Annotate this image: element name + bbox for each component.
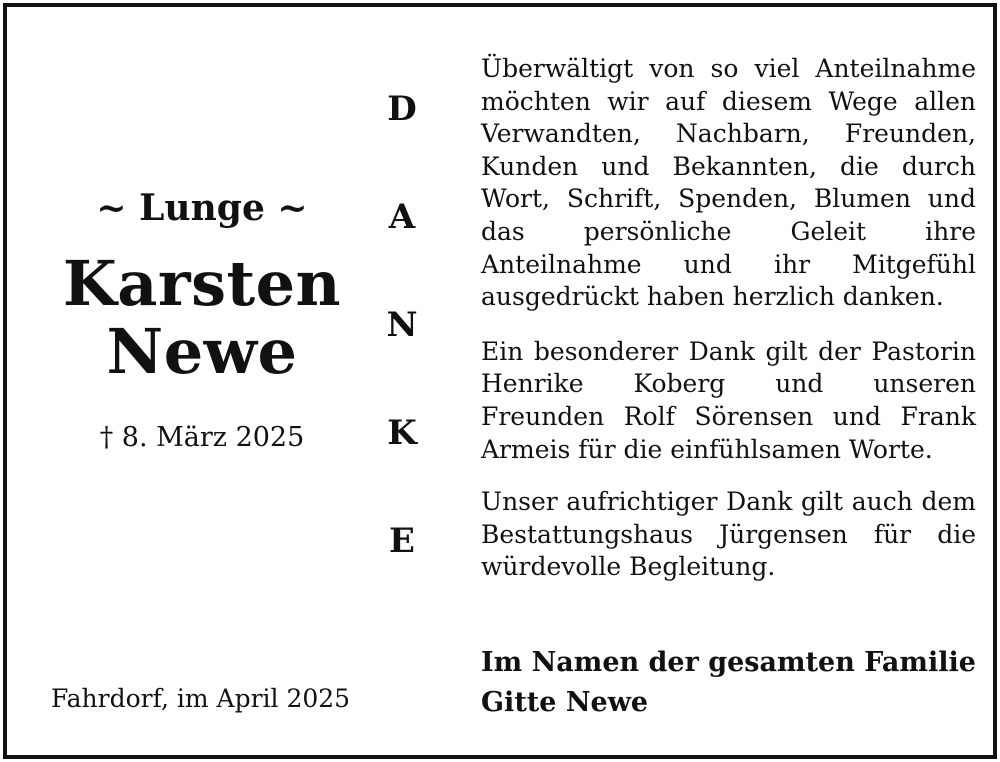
danke-letter: N (386, 305, 418, 345)
death-date: † 8. März 2025 (99, 422, 305, 453)
signature-name: Gitte Newe (481, 687, 649, 718)
thanks-paragraph: Ein besonderer Dank gilt der Pastorin Henrike Koberg und unseren Freunden Rolf Sörensen und Frank Armeis für die einfühlsamen Worte. (481, 336, 976, 464)
thanks-paragraph: Unser aufrichtiger Dank gilt auch dem Bestattungshaus Jürgensen für die würdevolle Begleitung. (481, 487, 976, 582)
nickname: ~ Lunge ~ (96, 187, 308, 229)
danke-vertical-word (377, 7, 427, 755)
thanks-paragraph: Überwältigt von so viel Anteilnahme möchten wir auf diesem Wege allen Verwandten, Nachbarn, Freunden, Kunden und Bekannten, die durch Wort, Schrift, Spenden, Blumen und das persönliche Geleit ihre Anteilnahme und ihr Mitgefühl ausgedrückt haben herzlich danken. (481, 54, 976, 312)
thanks-text (481, 53, 976, 584)
last-name: Newe (106, 315, 298, 388)
notice-frame (3, 3, 997, 759)
signature (481, 643, 981, 723)
signature-line: Im Namen der gesamten Familie (481, 647, 976, 678)
danke-letter: D (387, 89, 417, 129)
left-column (7, 7, 397, 755)
first-name: Karsten (62, 247, 342, 320)
danke-letter: A (388, 197, 416, 237)
danke-letter: E (389, 521, 415, 561)
deceased-name (7, 247, 397, 388)
danke-letter: K (387, 413, 417, 453)
place-date: Fahrdorf, im April 2025 (51, 684, 351, 713)
